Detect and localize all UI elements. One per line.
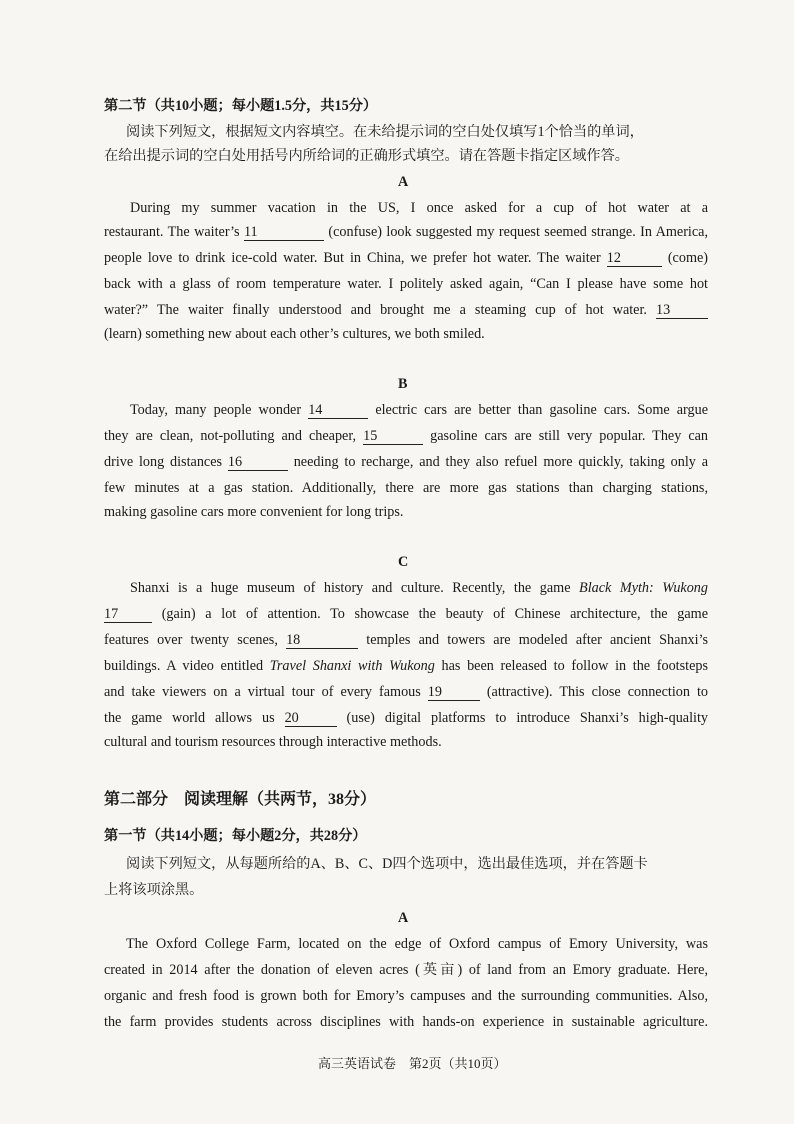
passage-line: making gasoline cars more convenient for long trips. [104,504,404,520]
answer-blank-14[interactable]: 14 [308,402,368,419]
passage-line: people love to drink ice-cold water. But in China, we prefer hot water. The waiter 12 (come) [104,250,709,266]
passage-line: created in 2014 after the donation of eleven acres (英亩) of land from an Emory graduate. Here, [104,962,708,978]
section-title: 第一节（共14小题；每小题2分，共28分） [104,828,367,844]
passage-line: The Oxford College Farm, located on the edge of Oxford campus of Emory University, was [126,936,708,952]
video-title: Travel Shanxi with Wukong [269,658,435,674]
answer-blank-19[interactable]: 19 [428,684,480,701]
passage-label: A [398,174,409,190]
answer-blank-13[interactable]: 13 [656,302,708,319]
passage-line: Today, many people wonder 14 electric cars are better than gasoline cars. Some argue [130,402,709,418]
passage-line: buildings. A video entitled Travel Shanxi with Wukong has been released to follow in the footsteps [104,658,709,674]
passage-line: the game world allows us 20 (use) digital platforms to introduce Shanxi’s high-quality [104,710,709,726]
page-footer: 高三英语试卷 第2页（共10页） [318,1056,507,1071]
passage-line: they are clean, not-polluting and cheaper, 15 gasoline cars are still very popular. They can [104,428,709,444]
passage-line: organic and fresh food is grown both for Emory’s campuses and the surrounding communities. Also, [104,988,708,1004]
passage-line: (learn) something new about each other’s cultures, we both smiled. [104,326,485,342]
passage-line: features over twenty scenes, 18 temples and towers are modeled after ancient Shanxi’s [104,632,709,648]
passage-line: Shanxi is a huge museum of history and culture. Recently, the game Black Myth: Wukong [130,580,708,596]
answer-blank-20[interactable]: 20 [285,710,337,727]
instruction-line: 阅读下列短文，从每题所给的A、B、C、D四个选项中，选出最佳选项，并在答题卡 [126,856,648,872]
answer-blank-15[interactable]: 15 [363,428,423,445]
answer-blank-11[interactable]: 11 [244,224,324,241]
answer-blank-18[interactable]: 18 [286,632,358,649]
instruction-line: 阅读下列短文，根据短文内容填空。在未给提示词的空白处仅填写1个恰当的单词， [126,124,644,140]
instruction-line: 在给出提示词的空白处用括号内所给词的正确形式填空。请在答题卡指定区域作答。 [104,148,629,164]
answer-blank-16[interactable]: 16 [228,454,288,471]
passage-line: restaurant. The waiter’s 11 (confuse) look suggested my request seemed strange. In America, [104,224,709,240]
passage-label: C [398,554,409,570]
passage-line: 17 (gain) a lot of attention. To showcase the beauty of Chinese architecture, the game [104,606,709,622]
instruction-line: 上将该项涂黑。 [104,882,204,898]
answer-blank-12[interactable]: 12 [607,250,662,267]
passage-line: the farm provides students across disciplines with hands-on experience in sustainable agriculture. [104,1014,708,1030]
section-title: 第二节（共10小题；每小题1.5分，共15分） [104,98,378,114]
passage-line: During my summer vacation in the US, I once asked for a cup of hot water at a [130,200,708,216]
passage-line: back with a glass of room temperature water. I politely asked again, “Can I please have some hot [104,276,708,292]
passage-label: B [398,376,408,392]
passage-line: drive long distances 16 needing to recharge, and they also refuel more quickly, taking only a [104,454,708,470]
answer-blank-17[interactable]: 17 [104,606,152,623]
passage-label: A [398,910,409,926]
passage-line: few minutes at a gas station. Additionally, there are more gas stations than charging stations, [104,480,708,496]
game-title: Black Myth: Wukong [579,580,708,596]
part-title: 第二部分 阅读理解（共两节，38分） [104,791,377,808]
passage-line: water?” The waiter finally understood and brought me a steaming cup of hot water. 13 [104,300,708,320]
passage-line: cultural and tourism resources through interactive methods. [104,734,442,750]
passage-line: and take viewers on a virtual tour of every famous 19 (attractive). This close connection to [104,684,709,700]
